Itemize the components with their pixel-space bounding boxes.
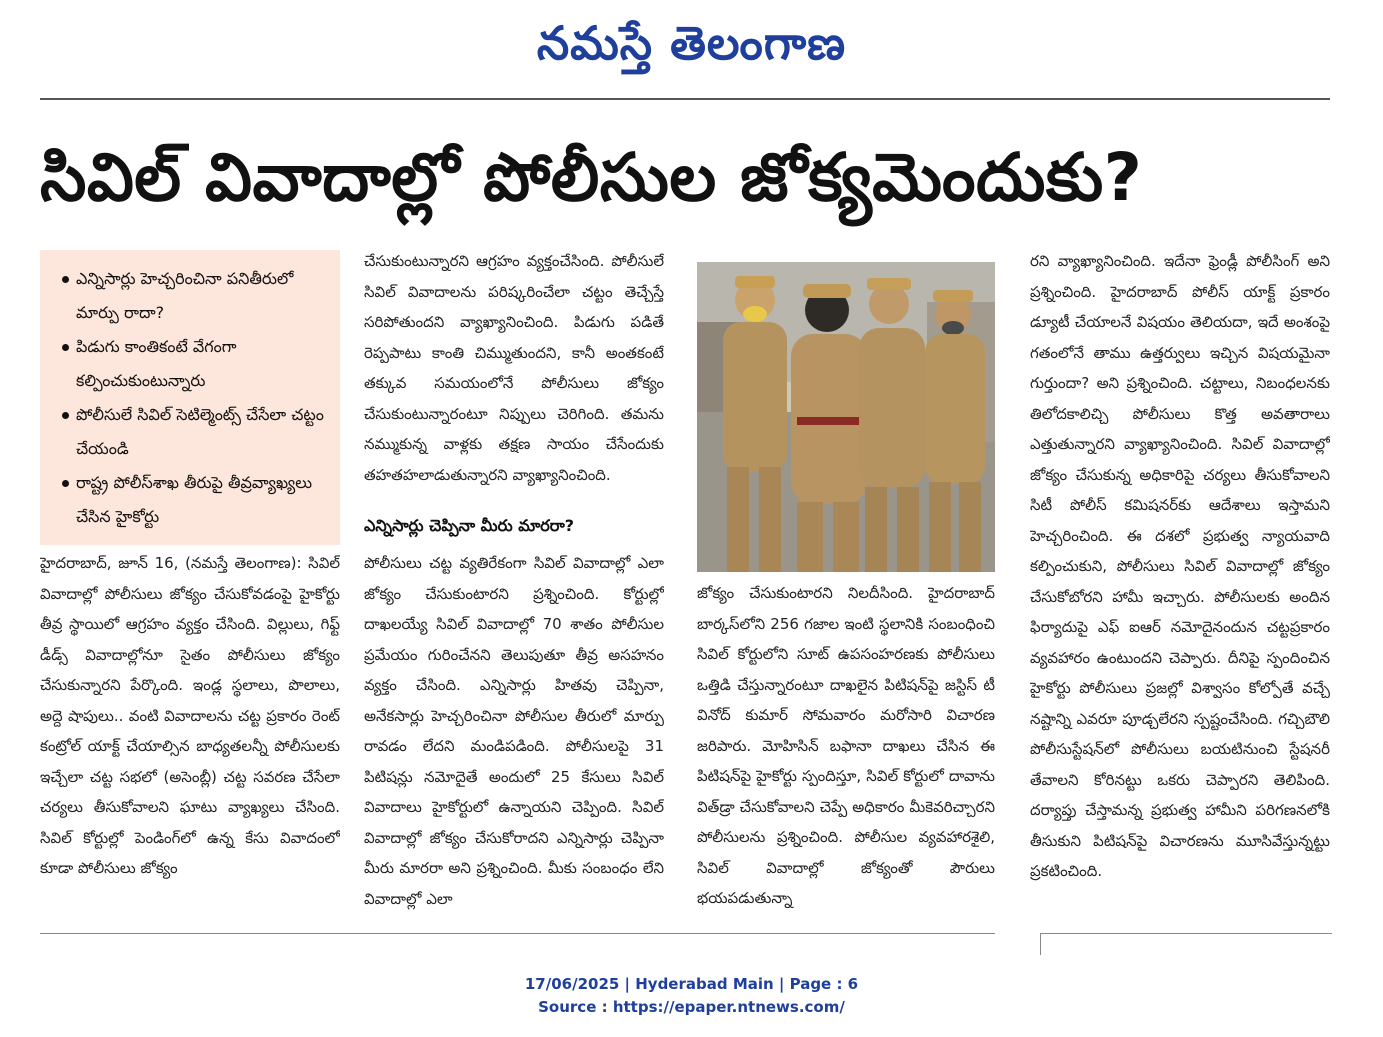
newspaper-masthead: నమస్తే తెలంగాణ <box>536 16 847 70</box>
highlights-box <box>40 250 340 545</box>
article-paragraph: పోలీసులు చట్ట వ్యతిరేకంగా సివిల్ వివాదాల్లో ఎలా జోక్యం చేసుకుంటారని ప్రశ్నించింది. కోర్టుల్లో దాఖలయ్యే సివిల్ వివాదాల్లో 70 శాతం పోలీసుల ప్రమేయం గురించేనని తెలుపుతూ తీవ్ర అసహనం వ్యక్తం చేసింది. ఎన్నిసార్లు హితవు చెప్పినా, అనేకసార్లు హెచ్చరించినా పోలీసుల తీరులో మార్పు రావడం లేదని మండిపడింది. పోలీసులపై 31 పిటిషన్లు నమోదైతే అందులో 25 కేసులు సివిల్ వివాదాలు హైకోర్టులో ఉన్నాయని చెప్పింది. సివిల్ వివాదాల్లో జోక్యం చేసుకోరాదని ఎన్నిసార్లు చెప్పినా మీరు మారరా అని ప్రశ్నించింది. మీకు సంబంధం లేని వివాదాల్లో ఎలా <box>364 554 664 908</box>
article-column-2-bottom <box>364 548 664 918</box>
police-officers-photo <box>697 262 995 572</box>
article-paragraph: హైదరాబాద్, జూన్ 16, (నమస్తే తెలంగాణ): సివిల్ వివాదాల్లో పోలీసులు జోక్యం చేసుకోవడంపై హైకోర్టు తీవ్ర స్థాయిలో ఆగ్రహం వ్యక్తం చేసింది. విల్లులు, గిఫ్ట్ డీడ్స్ వివాదాల్లోనూ సైతం పోలీసులు జోక్యం చేసుకున్నారని పేర్కొంది. ఇండ్ల స్థలాలు, పొలాలు, అద్దె షాపులు.. వంటి వివాదాలను చట్ట ప్రకారం రెంట్ కంట్రోల్ యాక్ట్ చేయాల్సిన బాధ్యతలన్నీ పోలీసులకు ఇచ్చేలా చట్ట సభలో (అసెంబ్లీ) చట్ట సవరణ చేసేలా చర్యలు తీసుకోవాలని ఘాటు వ్యాఖ్యలు చేసింది. సివిల్ కోర్టుల్లో పెండింగ్‌లో ఉన్న కేసు వివాదంలో కూడా పోలీసులు జోక్యం <box>40 554 340 877</box>
article-column-4 <box>1030 246 1330 918</box>
highlight-item: ఎన్నిసార్లు హెచ్చరించినా పనితీరులో మార్పు రాదా? <box>62 262 330 330</box>
highlights-list <box>62 262 330 534</box>
article-column-2-top <box>364 246 664 502</box>
article-paragraph: చేసుకుంటున్నారని ఆగ్రహం వ్యక్తంచేసింది. పోలీసులే సివిల్ వివాదాలను పరిష్కరించేలా చట్టం తెచ్చేస్తే సరిపోతుందని వ్యాఖ్యానించింది. పిడుగు పడితే రెప్పపాటు కాంతి చిమ్ముతుందని, కానీ అంతకంటే తక్కువ సమయంలోనే పోలీసులు జోక్యం చేసుకుంటున్నారంటూ నిప్పులు చెరిగింది. తమను నమ్ముకున్న వాళ్లకు తక్షణ సాయం చేసేందుకు తహతహలాడుతున్నారని వ్యాఖ్యానించింది. <box>364 252 664 484</box>
article-subheading: ఎన్నిసార్లు చెప్పినా మీరు మారరా? <box>364 516 575 535</box>
police-officers-illustration <box>697 262 995 572</box>
masthead-divider <box>40 98 1330 100</box>
article-headline: సివిల్ వివాదాల్లో పోలీసుల జోక్యమెందుకు? <box>40 139 1143 216</box>
footer-date-edition: 17/06/2025 | Hyderabad Main | Page : 6 <box>524 975 859 993</box>
highlight-item: రాష్ట్ర పోలీస్‌శాఖ తీరుపై తీవ్రవ్యాఖ్యలు చేసిన హైకోర్టు <box>62 466 330 534</box>
article-column-1 <box>40 548 340 918</box>
footer-source: Source : https://epaper.ntnews.com/ <box>538 998 845 1016</box>
highlight-item: పిడుగు కాంతికంటే వేగంగా కల్పించుకుంటున్నారు <box>62 330 330 398</box>
article-paragraph: రని వ్యాఖ్యానించింది. ఇదేనా ఫ్రెండ్లీ పోలీసింగ్ అని ప్రశ్నించింది. హైదరాబాద్ పోలీస్ యాక్ట్ ప్రకారం డ్యూటీ చేయాలనే విషయం తెలియదా, ఇదే అంశంపై గతంలోనే తాము ఉత్తర్వులు ఇచ్చిన విషయమైనా గుర్తుందా? అని ప్రశ్నించింది. చట్టాలు, నిబంధలనకు తిలోదకాలిచ్చి పోలీసులు కొత్త అవతారాలు ఎత్తుతున్నారని వ్యాఖ్యానించింది. సివిల్ వివాదాల్లో జోక్యం చేసుకున్న అధికారిపై చర్యలు తీసుకోవాలని సిటీ పోలీస్ కమిషనర్‌కు ఆదేశాలు ఇస్తామని హెచ్చరించింది. ఈ దశలో ప్రభుత్వ న్యాయవాది కల్పించుకుని, పోలీసులు సివిల్ వివాదాల్లో జోక్యం చేసుకోబోరని హామీ ఇచ్చారు. పోలీసులకు అందిన ఫిర్యాదుపై ఎఫ్ ఐఆర్ నమోదైనందున చట్టప్రకారం వ్యవహారం ఉంటుందని చెప్పారు. దీనిపై స్పందించిన హైకోర్టు పోలీసులు ప్రజల్లో విశ్వాసం కోల్పోతే వచ్చే నష్టాన్ని ఎవరూ పూడ్చలేరని స్పష్టంచేసింది. గచ్చిబౌలి పోలీసుస్టేషన్‌లో పోలీసులు బయటినుంచి స్టేషనరీ తేవాలని కోరినట్టు ఒకరు చెప్పారని తెలిపింది. దర్యాప్తు చేస్తామన్న ప్రభుత్వ హామీని పరిగణనలోకి తీసుకుని పిటిషన్‌పై విచారణను మూసివేస్తున్నట్టు ప్రకటించింది. <box>1030 252 1330 880</box>
article-column-3 <box>697 578 995 918</box>
bottom-divider-left <box>40 933 995 934</box>
highlight-item: పోలీసులే సివిల్ సెటిల్మెంట్స్ చేసేలా చట్టం చేయండి <box>62 398 330 466</box>
bottom-divider-right <box>1040 933 1332 934</box>
article-paragraph: జోక్యం చేసుకుంటారని నిలదీసింది. హైదరాబాద్ బార్కస్‌లోని 256 గజాల ఇంటి స్థలానికి సంబంధించి సివిల్ కోర్టులోని సూట్ ఉపసంహరణకు పోలీసులు ఒత్తిడి చేస్తున్నారంటూ దాఖలైన పిటిషన్‌పై జస్టిస్ టీ వినోద్ కుమార్ సోమవారం మరోసారి విచారణ జరిపారు. మోహిసిన్ బఫానా దాఖలు చేసిన ఈ పిటిషన్‌పై హైకోర్టు స్పందిస్తూ, సివిల్ కోర్టులో దావాను విత్‌డ్రా చేసుకోవాలని చెప్పే అధికారం మీకెవరిచ్చారని పోలీసులను ప్రశ్నించింది. పోలీసుల వ్యవహారశైలి, సివిల్ వివాదాల్లో జోక్యంతో పౌరులు భయపడుతున్నా <box>697 584 995 907</box>
bottom-divider-tick <box>1040 933 1041 955</box>
